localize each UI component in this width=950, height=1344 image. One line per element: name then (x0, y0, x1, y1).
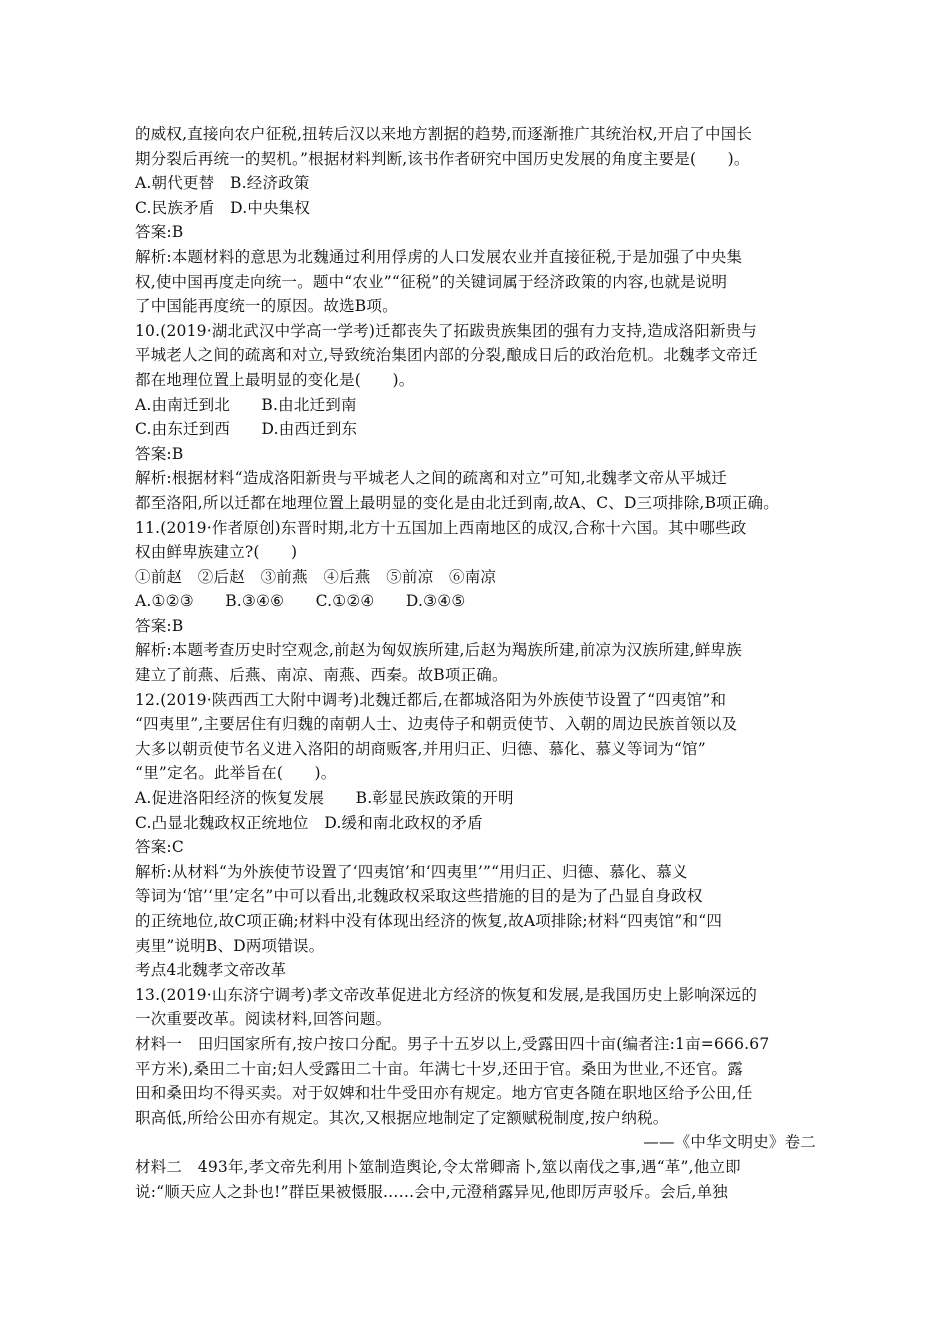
text-line: 职高低,所给公田亦有规定。其次,又根据应地制定了定额赋税制度,按户纳税。 (135, 1108, 669, 1127)
analysis-line: 等词为‘馆’‘里’定名”中可以看出,北魏政权采取这些措施的目的是为了凸显自身政权 (135, 887, 703, 906)
text-line: “四夷里”,主要居住有归魏的南朝人士、边夷侍子和朝贡使节、入朝的周边民族首领以及 (135, 715, 738, 734)
text-line: 权由鲜卑族建立?( ) (135, 543, 298, 562)
option-line: C.凸显北魏政权正统地位 D.缓和南北政权的矛盾 (135, 813, 483, 832)
option-line: C.由东迁到西 D.由西迁到东 (135, 420, 358, 439)
material-two: 材料二 493年,孝文帝先利用卜筮制造舆论,令太常卿斋卜,筮以南伐之事,遇“革”,他立即 (135, 1157, 741, 1176)
analysis-line: 夷里”说明B、D两项错误。 (135, 936, 325, 955)
section-heading: 考点4北魏孝文帝改革 (135, 961, 287, 980)
question-10: 10.(2019·湖北武汉中学高一学考)迁都丧失了拓跋贵族集团的强有力支持,造成洛阳新贵与 (135, 321, 758, 340)
material-one: 材料一 田归国家所有,按户按口分配。男子十五岁以上,受露田四十亩(编者注:1亩=666.67 (135, 1034, 770, 1053)
question-13: 13.(2019·山东济宁调考)孝文帝改革促进北方经济的恢复和发展,是我国历史上影响深远的 (135, 985, 758, 1004)
analysis-line: 解析:从材料“为外族使节设置了‘四夷馆’和‘四夷里’”“用归正、归德、慕化、慕义 (135, 862, 688, 881)
source-citation: ——《中华文明史》卷二 (643, 1133, 816, 1152)
text-line: 期分裂后再统一的契机。”根据材料判断,该书作者研究中国历史发展的角度主要是( )。 (135, 149, 750, 168)
text-line: 大多以朝贡使节名义进入洛阳的胡商贩客,并用归正、归德、慕化、慕义等词为“馆” (135, 739, 706, 758)
text-line: 平方米),桑田二十亩;妇人受露田二十亩。年满七十岁,还田于官。桑田为世业,不还官。露 (135, 1059, 743, 1078)
option-line: A.促进洛阳经济的恢复发展 B.彰显民族政策的开明 (135, 789, 514, 808)
answer-line: 答案:B (135, 444, 184, 463)
analysis-line: 权,使中国再度走向统一。题中“农业”“征税”的关键词属于经济政策的内容,也就是说明 (135, 272, 728, 291)
option-line: C.民族矛盾 D.中央集权 (135, 198, 311, 217)
analysis-line: 解析:本题材料的意思为北魏通过利用俘虏的人口发展农业并直接征税,于是加强了中央集 (135, 247, 743, 266)
analysis-line: 解析:本题考查历史时空观念,前赵为匈奴族所建,后赵为羯族所建,前凉为汉族所建,鲜卑族 (135, 641, 742, 660)
option-line: A.朝代更替 B.经济政策 (135, 174, 310, 193)
text-line: 田和桑田均不得买卖。对于奴婢和壮牛受田亦有规定。地方官吏各随在职地区给予公田,任 (135, 1084, 753, 1103)
analysis-line: 解析:根据材料“造成洛阳新贵与平城老人之间的疏离和对立”可知,北魏孝文帝从平城迁 (135, 469, 727, 488)
text-line: 都在地理位置上最明显的变化是( )。 (135, 370, 415, 389)
text-line: 说:“顺天应人之卦也!”群臣果被慑服……会中,元澄稍露异见,他即厉声驳斥。会后,单独 (135, 1182, 728, 1201)
text-line: 的威权,直接向农户征税,扭转后汉以来地方割据的趋势,而逐渐推广其统治权,开启了中国长 (135, 125, 753, 143)
answer-line: 答案:B (135, 223, 184, 242)
option-line: A.由南迁到北 B.由北迁到南 (135, 395, 357, 414)
document-body (135, 122, 820, 1204)
answer-line: 答案:B (135, 616, 184, 635)
option-line: ①前赵 ②后赵 ③前燕 ④后燕 ⑤前凉 ⑥南凉 (135, 567, 497, 586)
analysis-line: 都至洛阳,所以迁都在地理位置上最明显的变化是由北迁到南,故A、C、D三项排除,B项正确。 (135, 493, 779, 512)
answer-line: 答案:C (135, 838, 184, 857)
analysis-line: 了中国能再度统一的原因。故选B项。 (135, 297, 398, 316)
option-line: A.①②③ B.③④⑥ C.①②④ D.③④⑤ (135, 592, 466, 611)
question-11: 11.(2019·作者原创)东晋时期,北方十五国加上西南地区的成汉,合称十六国。其中哪些政 (135, 518, 747, 537)
analysis-line: 建立了前燕、后燕、南凉、南燕、西秦。故B项正确。 (135, 666, 508, 685)
analysis-line: 的正统地位,故C项正确;材料中没有体现出经济的恢复,故A项排除;材料“四夷馆”和“四 (135, 912, 723, 930)
text-line: “里”定名。此举旨在( )。 (135, 764, 337, 783)
text-line: 平城老人之间的疏离和对立,导致统治集团内部的分裂,酿成日后的政治危机。北魏孝文帝迁 (135, 346, 758, 365)
text-line: 一次重要改革。阅读材料,回答问题。 (135, 1010, 392, 1029)
question-12: 12.(2019·陕西西工大附中调考)北魏迁都后,在都城洛阳为外族使节设置了“四夷馆”和 (135, 690, 727, 709)
